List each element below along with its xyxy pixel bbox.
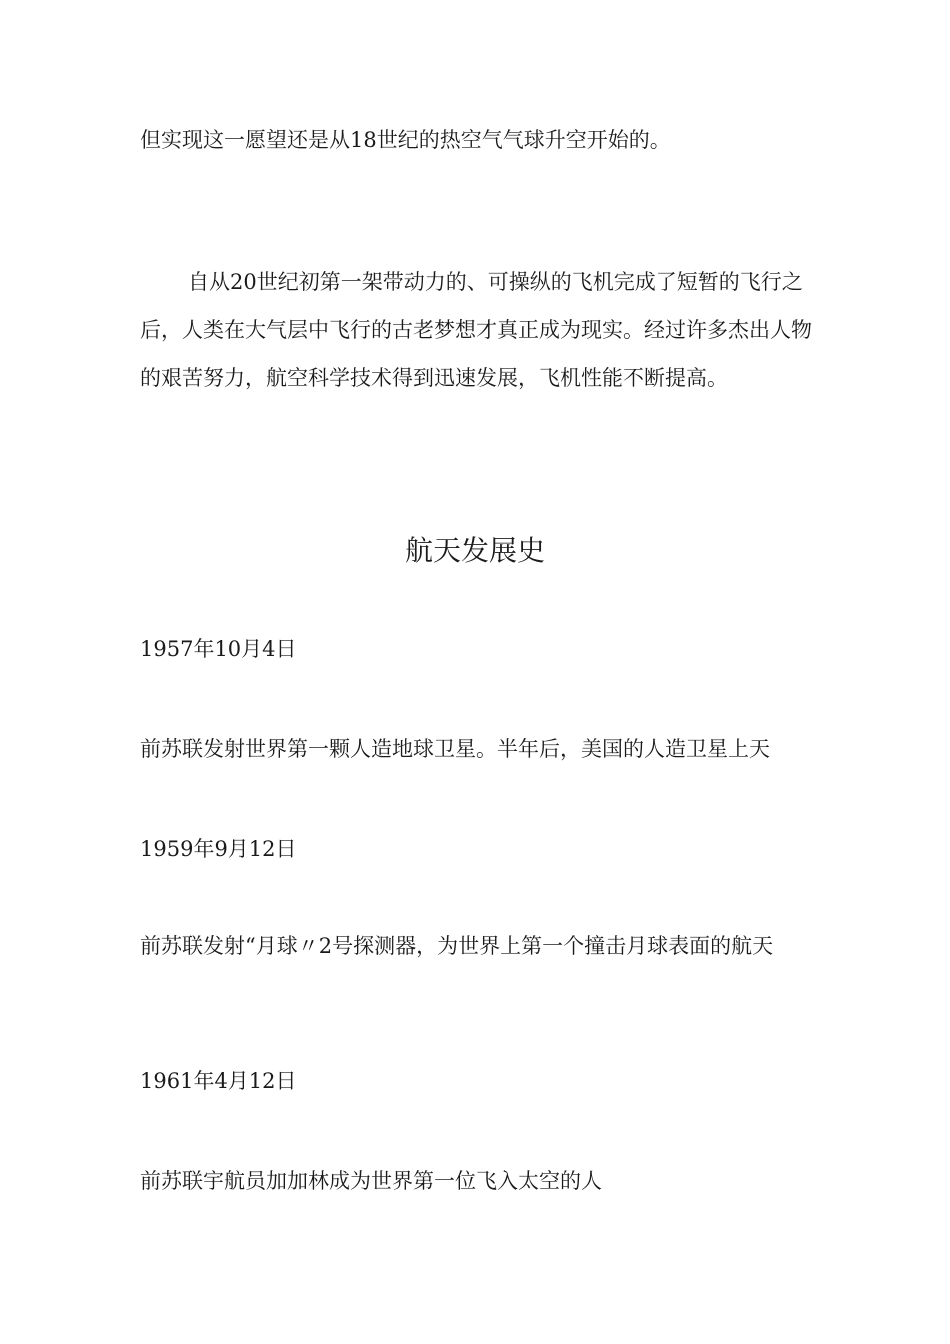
event-date: 1959年9月12日 (140, 837, 297, 861)
intro-tail-paragraph: 但实现这一愿望还是从18世纪的热空气气球升空开始的。 (140, 128, 671, 152)
section-title: 航天发展史 (404, 534, 545, 567)
event-date: 1957年10月4日 (140, 637, 297, 661)
event-description: 前苏联发射“月球〃2号探测器，为世界上第一个撞击月球表面的航天 (140, 934, 774, 958)
event-description: 前苏联宇航员加加林成为世界第一位飞入太空的人 (140, 1169, 602, 1193)
event-description: 前苏联发射世界第一颗人造地球卫星。半年后，美国的人造卫星上天 (140, 737, 770, 761)
event-date: 1961年4月12日 (140, 1069, 297, 1093)
aviation-paragraph: 自从20世纪初第一架带动力的、可操纵的飞机完成了短暂的飞行之后，人类在大气层中飞行的古老梦想才真正成为现实。经过许多杰出人物的艰苦努力，航空科学技术得到迅速发展，飞机性能不断提高。 (140, 270, 812, 390)
